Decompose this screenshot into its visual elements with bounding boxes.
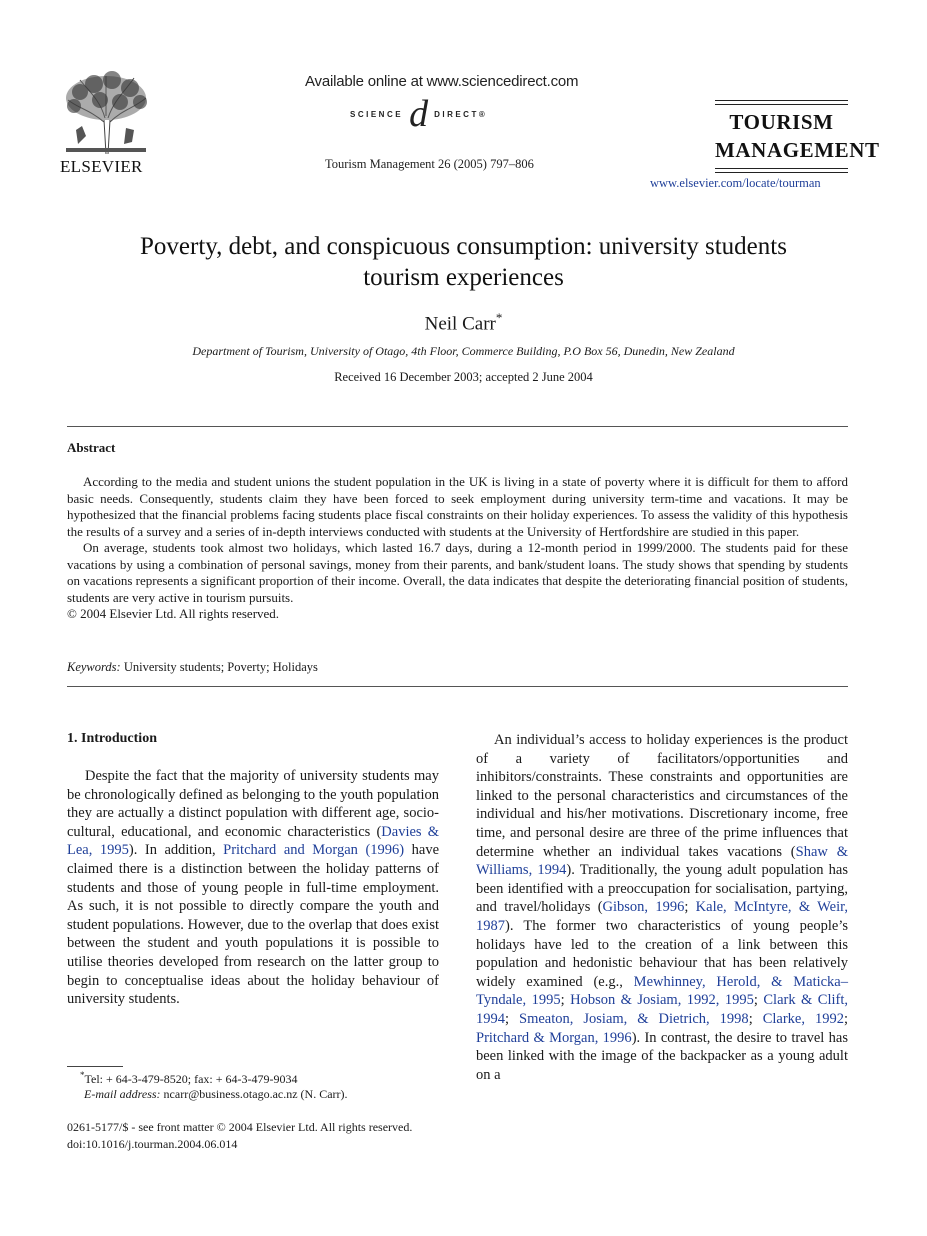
keywords-label: Keywords: (67, 660, 121, 674)
citation-link[interactable]: Smeaton, Josiam, & Dietrich, 1998 (519, 1010, 749, 1027)
citation-link[interactable]: Pritchard & Morgan, 1996 (476, 1029, 632, 1046)
journal-masthead (715, 100, 880, 176)
sciencedirect-left: SCIENCE (350, 109, 404, 119)
left-column (67, 767, 439, 1009)
citation-link[interactable]: Clarke, 1992 (762, 1010, 844, 1027)
affiliation: Department of Tourism, University of Otago, 4th Floor, Commerce Building, P.O Box 56, Dunedin, New Zealand (192, 344, 735, 358)
divider (67, 686, 848, 687)
citation-link[interactable]: Hobson & Josiam, 1992, 1995 (570, 992, 754, 1009)
keywords-text: University students; Poverty; Holidays (123, 660, 318, 674)
footnote-contact-text: Tel: + 64-3-479-8520; fax: + 64-3-479-9034 (84, 1072, 298, 1086)
article-title-line1: Poverty, debt, and conspicuous consumption: university students (140, 233, 787, 260)
abstract-paragraph: On average, students took almost two holidays, which lasted 16.7 days, during a 12-month period in 1999/2000. The students paid for these vacations by using a combination of personal savings, money from their parents, and bank/student loans. The study shows that spending by students on vacations represents a significant proportion of their income. Overall, the data indicates that despite the deteriorating financial position of students, students are very active in tourism pursuits. (67, 540, 848, 605)
doi-line: doi:10.1016/j.tourman.2004.06.014 (67, 1137, 238, 1151)
citation-link[interactable]: Mewhinney, Herold, & Maticka–Tyndale, 1995 (476, 973, 848, 1009)
journal-citation: Tourism Management 26 (2005) 797–806 (325, 157, 534, 171)
publisher-name: ELSEVIER (60, 157, 143, 176)
issn-line: 0261-5177/$ - see front matter © 2004 Elsevier Ltd. All rights reserved. (67, 1120, 413, 1134)
journal-title (715, 108, 880, 164)
received-dates: Received 16 December 2003; accepted 2 June 2004 (334, 370, 593, 384)
footnote-contact (80, 1070, 298, 1087)
right-column (476, 731, 848, 1084)
citation-link[interactable]: Pritchard and Morgan (1996) (223, 842, 405, 859)
journal-url-link[interactable]: www.elsevier.com/locate/tourman (650, 176, 821, 190)
masthead-rule (715, 104, 848, 105)
author-footnote-mark[interactable]: * (495, 310, 503, 325)
citation-link[interactable]: Kale, McIntyre, & Weir, 1987 (476, 899, 848, 934)
masthead-rule (715, 168, 848, 169)
abstract-heading: Abstract (67, 440, 116, 455)
footnote-mark: * (80, 1070, 85, 1080)
available-online-line: Available online at www.sciencedirect.com (305, 73, 579, 90)
journal-title-line2: MANAGEMENT (715, 138, 880, 162)
article-title-line2: tourism experiences (363, 264, 564, 291)
section-heading: 1. Introduction (67, 731, 157, 746)
email-address: ncarr@business.otago.ac.nz (N. Carr). (163, 1087, 348, 1101)
citation-link[interactable]: Shaw & Williams, 1994 (476, 843, 848, 879)
citation-link[interactable]: Clark & Clift, 1994 (476, 992, 849, 1027)
masthead-rule (715, 172, 848, 173)
footnote-rule (67, 1066, 123, 1067)
abstract-body (67, 474, 848, 623)
journal-title-line1: TOURISM (729, 110, 834, 134)
body-paragraph: An individual’s access to holiday experiences is the product of a variety of facilitators/opportunities and inhibitors/constraints. These constraints and opportunities are linked to the personal characteristics and circumstances of the individual and his/her motivations. Discretionary income, free time, and personal desire are three of the prime influences that determine whether an individual takes vacations (Shaw & Williams, 1994). Traditionally, the young adult population has been identified with a preoccupation for socialisation, partying, and travel/holidays (Gibson, 1996; Kale, McIntyre, & Weir, 1987). The former two characteristics of young people’s holidays have led to the creation of a link between this population and hedonistic behaviour that has been relatively widely examined (e.g., Mewhinney, Herold, & Maticka–Tyndale, 1995; Hobson & Josiam, 1992, 1995; Clark & Clift, 1994; Smeaton, Josiam, & Dietrich, 1998; Clarke, 1992; Pritchard & Morgan, 1996). In contrast, the desire to travel has been linked with the image of the backpacker as a young adult on a (476, 732, 849, 1083)
keywords (67, 660, 318, 675)
author-line (60, 310, 867, 335)
body-paragraph: Despite the fact that the majority of university students may be chronologically defined as belonging to the youth population they are actually a distinct population with different age, socio-cultural, educational, and economic characteristics (Davies & Lea, 1995). In addition, Pritchard and Morgan (1996) have claimed there is a distinction between the holiday patterns of students and those of young people in full-time employment. As such, it is not possible to directly compare the youth and student populations. However, due to the overlap that does exist between the student and youth populations it is possible to utilise theories developed from research on the latter group to begin to conceptualise ideas about the holiday behaviour of university students. (67, 768, 440, 1008)
citation-link[interactable]: Gibson, 1996 (602, 899, 685, 916)
masthead-rule (715, 100, 848, 101)
sciencedirect-symbol: d (409, 93, 429, 135)
article-title (60, 231, 867, 293)
abstract-copyright: © 2004 Elsevier Ltd. All rights reserved. (67, 606, 280, 621)
sciencedirect-right: DIRECT® (434, 109, 488, 119)
email-label: E-mail address: (84, 1087, 161, 1101)
abstract-paragraph: According to the media and student unions the student population in the UK is living in a state of poverty where it is difficult for them to afford basic needs. Consequently, students claim they have been forced to seek employment during university term-time and vacations. It may be hypothesized that the financial problems facing students place fiscal constraints on their holiday experiences. To assess the validity of this hypothesis the results of a survey and a series of in-depth interviews conducted with students at the University of Hertfordshire are studied in this paper. (67, 474, 848, 539)
author-name: Neil Carr (424, 313, 496, 335)
citation-link[interactable]: Davies & Lea, 1995 (67, 823, 439, 859)
divider (67, 426, 848, 427)
footnote-email (84, 1087, 348, 1102)
sciencedirect-logo (350, 93, 488, 135)
